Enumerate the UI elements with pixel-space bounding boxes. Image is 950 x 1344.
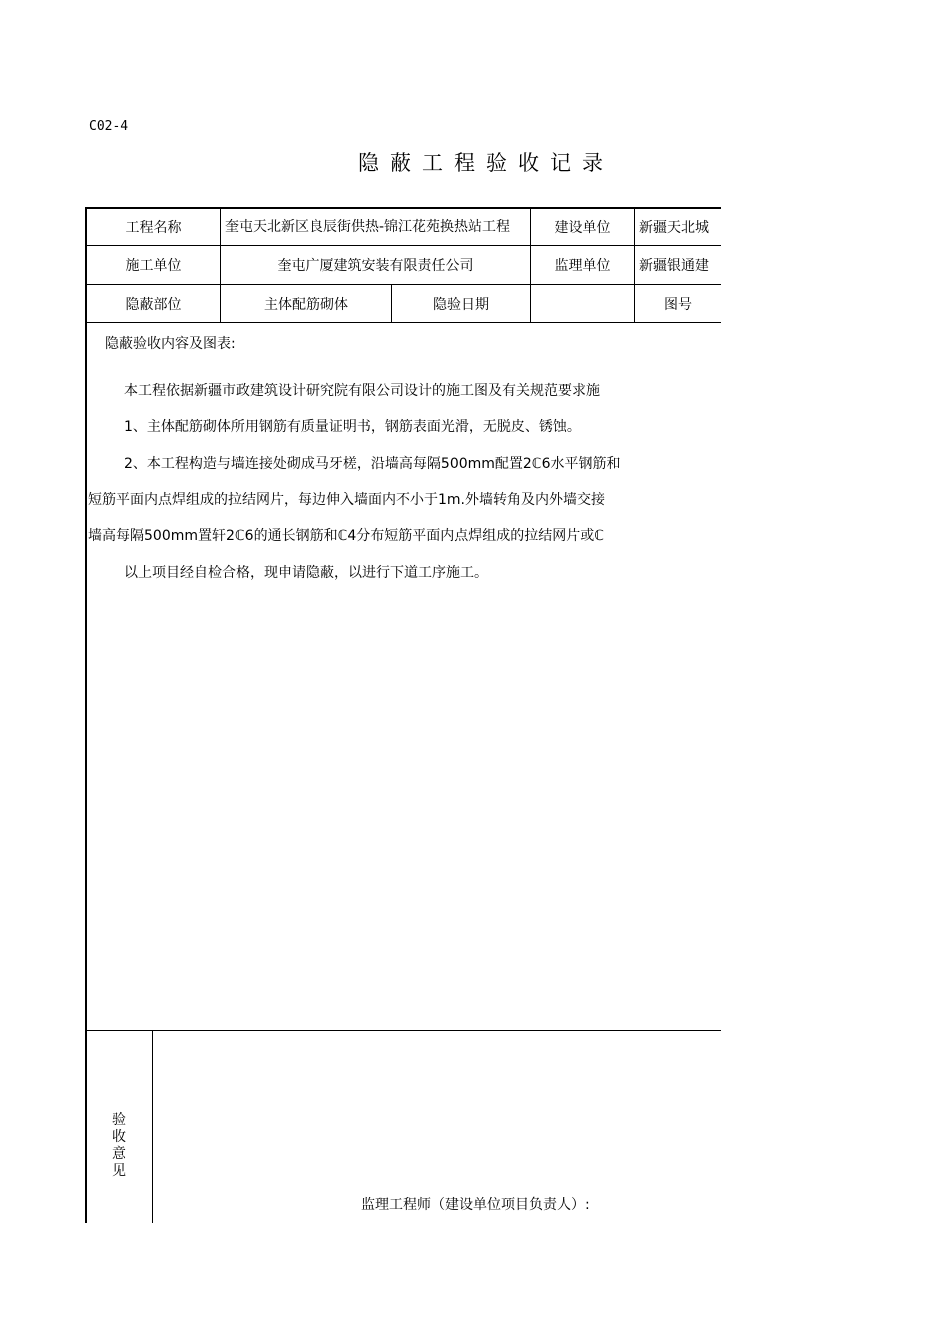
content-line: 2、本工程构造与墙连接处砌成马牙槎，沿墙高每隔500mm配置2ℂ6水平钢筋和 — [124, 456, 621, 472]
supervisor-label: 监理单位 — [554, 258, 611, 274]
page-title: 隐蔽工程验收记录 — [358, 151, 614, 175]
signature-label: 监理工程师（建设单位项目负责人）: — [361, 1197, 590, 1213]
row-divider-4 — [85, 1030, 721, 1031]
form-code: C02-4 — [89, 119, 129, 134]
form-left-border — [85, 207, 87, 1223]
acceptance-divider — [152, 1030, 153, 1223]
content-line: 本工程依据新疆市政建筑设计研究院有限公司设计的施工图及有关规范要求施 — [124, 383, 600, 399]
inspection-date-label: 隐验日期 — [433, 296, 489, 313]
concealed-part-value: 主体配筋砌体 — [264, 296, 348, 313]
project-name-label: 工程名称 — [125, 220, 182, 236]
content-line: 以上项目经自检合格，现申请隐蔽，以进行下道工序施工。 — [124, 565, 488, 581]
content-line: 墙高每隔500mm置轩2ℂ6的通长钢筋和ℂ4分布短筋平面内点焊组成的拉结网片或ℂ — [88, 528, 605, 544]
row-divider-3 — [85, 322, 721, 323]
contractor-label: 施工单位 — [125, 258, 182, 274]
inspection-date-value — [531, 285, 634, 322]
builder-value: 新疆天北城 — [639, 220, 709, 236]
builder-label: 建设单位 — [554, 220, 611, 236]
content-line: 短筋平面内点焊组成的拉结网片，每边伸入墙面内不小于1m.外墙转角及内外墙交接 — [88, 492, 605, 508]
concealed-part-label: 隐蔽部位 — [125, 296, 182, 313]
contractor-value: 奎屯广厦建筑安装有限责任公司 — [277, 258, 474, 274]
content-line: 1、主体配筋砌体所用钢筋有质量证明书，钢筋表面光滑，无脱皮、锈蚀。 — [124, 419, 581, 435]
inspection-form — [85, 207, 721, 1223]
content-heading: 隐蔽验收内容及图表: — [105, 336, 236, 352]
supervisor-value: 新疆银通建 — [639, 258, 709, 274]
drawing-no-label: 图号 — [664, 296, 692, 313]
acceptance-label: 验收意见 — [112, 1112, 126, 1179]
project-name-value: 奎屯天北新区良辰街供热-锦江花苑换热站工程 — [225, 219, 511, 235]
